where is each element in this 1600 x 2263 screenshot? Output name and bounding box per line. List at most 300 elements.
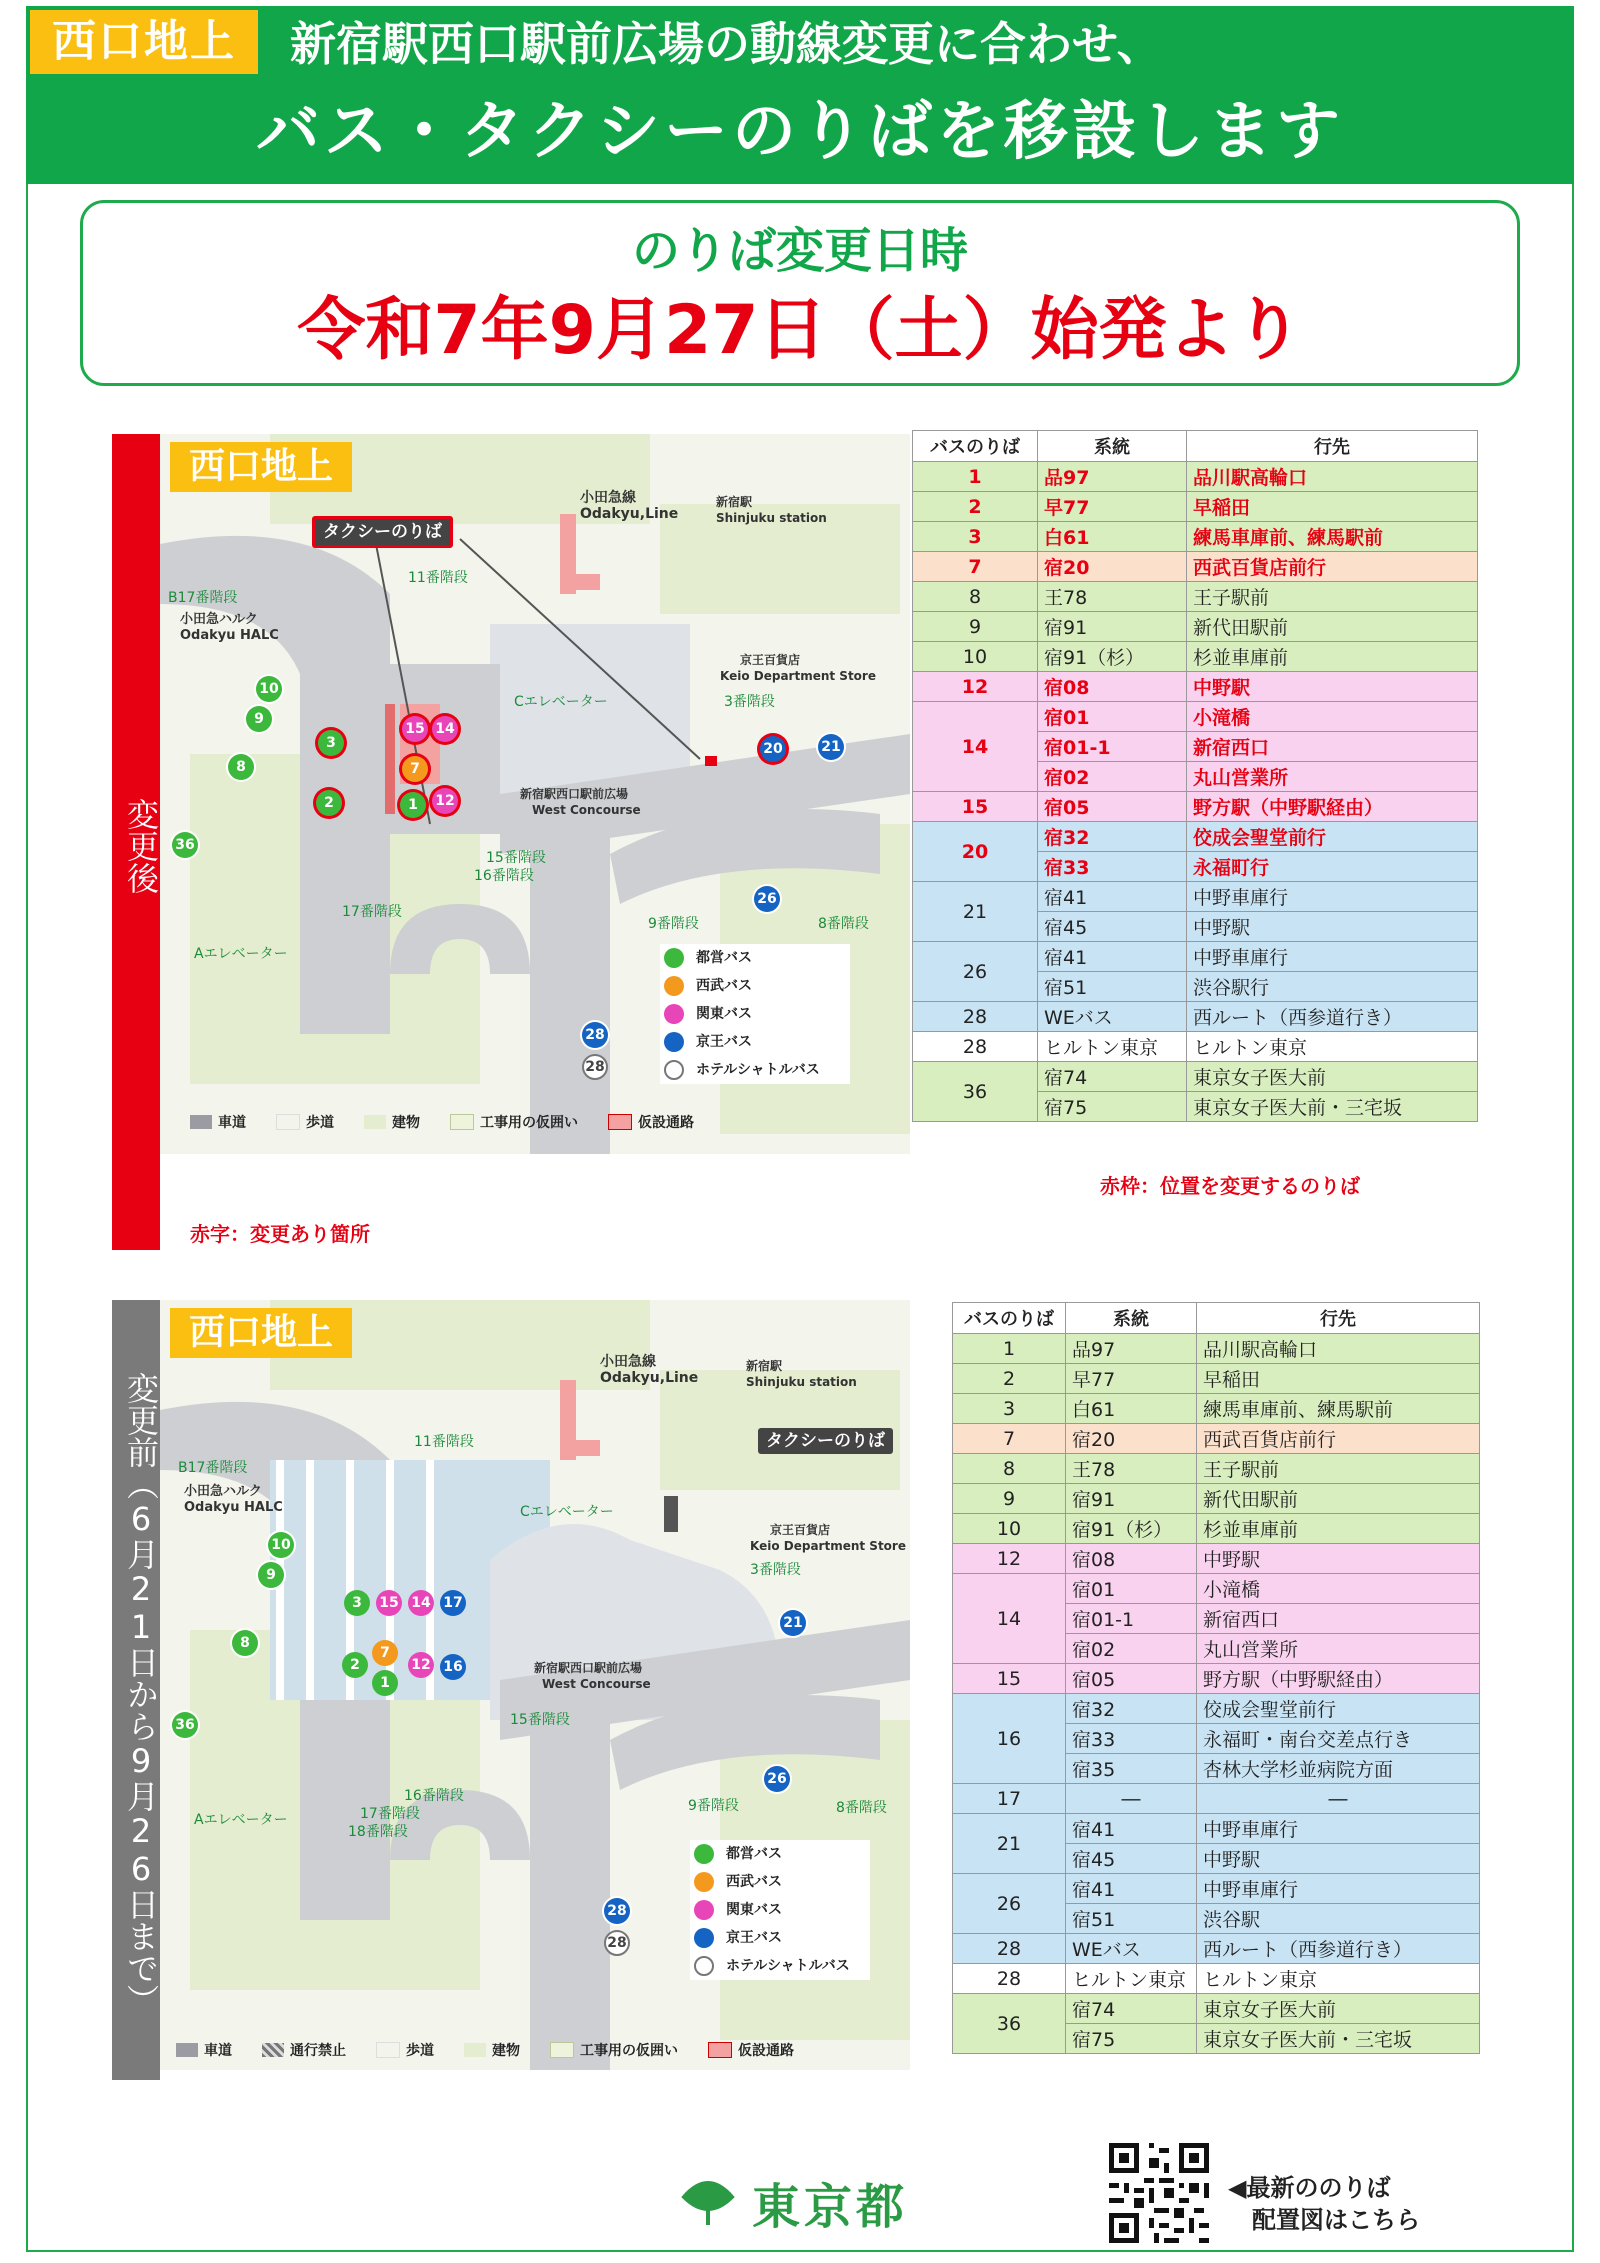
- change-date-box: [80, 200, 1520, 386]
- route-cell: 宿05: [1038, 792, 1187, 822]
- stop-number-cell: 28: [913, 1002, 1038, 1032]
- table-row: [953, 1484, 1480, 1514]
- tokyo-logo: [680, 2168, 908, 2237]
- stop-number-cell: 15: [953, 1664, 1066, 1694]
- destination-cell: 中野駅: [1197, 1544, 1480, 1574]
- before-odakyu-line-jp: 小田急線: [600, 1354, 656, 1370]
- before-stop-36: 36: [172, 1712, 198, 1738]
- table-row: [953, 1364, 1480, 1394]
- before-stairs-15: 15番階段: [510, 1712, 570, 1728]
- col-stop: バスのりば: [953, 1303, 1066, 1334]
- destination-cell: 西ルート（西参道行き）: [1187, 1002, 1478, 1032]
- route-cell: ヒルトン東京: [1038, 1032, 1187, 1062]
- route-cell: 宿45: [1066, 1844, 1197, 1874]
- key-construction: 工事用の仮囲い: [450, 1112, 578, 1132]
- after-stop-2: 2: [316, 790, 342, 816]
- destination-cell: 小滝橋: [1187, 702, 1478, 732]
- destination-cell: 中野車庫行: [1197, 1874, 1480, 1904]
- destination-cell: 品川駅高輪口: [1187, 462, 1478, 492]
- table-row: [953, 1994, 1480, 2024]
- destination-cell: ヒルトン東京: [1187, 1032, 1478, 1062]
- after-odakyu-line-en: Odakyu,Line: [580, 506, 679, 522]
- destination-cell: 新宿西口: [1187, 732, 1478, 762]
- destination-cell: 王子駅前: [1197, 1454, 1480, 1484]
- after-elevator-a: Aエレベーター: [194, 946, 288, 962]
- table-row: [913, 582, 1478, 612]
- route-cell: 宿91（杉）: [1038, 642, 1187, 672]
- route-cell: 宿51: [1038, 972, 1187, 1002]
- table-row: [913, 822, 1478, 852]
- destination-cell: 杏林大学杉並病院方面: [1197, 1754, 1480, 1784]
- route-cell: 王78: [1038, 582, 1187, 612]
- route-cell: 宿41: [1038, 942, 1187, 972]
- legend-dot-seibu: [664, 976, 684, 996]
- legend-item: 京王バス: [690, 1924, 870, 1952]
- route-cell: WEバス: [1066, 1934, 1197, 1964]
- route-cell: 宿74: [1066, 1994, 1197, 2024]
- key-no-entry: 通行禁止: [262, 2040, 346, 2060]
- before-stop-28-we: 28: [604, 1898, 630, 1924]
- after-side-label: 変更後: [112, 434, 160, 1250]
- legend-dot-shuttle: [694, 1956, 714, 1976]
- stop-number-cell: 26: [953, 1874, 1066, 1934]
- route-cell: 宿33: [1038, 852, 1187, 882]
- after-table-header: [913, 431, 1478, 462]
- after-legend: [660, 944, 850, 1084]
- after-taxi-label: タクシーのりば: [312, 516, 453, 548]
- before-halc-jp: 小田急ハルク: [184, 1484, 262, 1499]
- destination-cell: 中野車庫行: [1187, 942, 1478, 972]
- destination-cell: ヒルトン東京: [1197, 1964, 1480, 1994]
- destination-cell: 西武百貨店前行: [1197, 1424, 1480, 1454]
- stop-number-cell: 10: [913, 642, 1038, 672]
- after-stop-7: 7: [402, 756, 428, 782]
- after-stairs-9: 9番階段: [648, 916, 699, 932]
- before-stop-10: 10: [268, 1532, 294, 1558]
- destination-cell: 新宿西口: [1197, 1604, 1480, 1634]
- destination-cell: 西武百貨店前行: [1187, 552, 1478, 582]
- legend-item: 都営バス: [660, 944, 850, 972]
- destination-cell: 永福町・南台交差点行き: [1197, 1724, 1480, 1754]
- route-cell: 品97: [1066, 1334, 1197, 1364]
- before-stop-7: 7: [372, 1640, 398, 1666]
- col-route: 系統: [1066, 1303, 1197, 1334]
- route-cell: 宿33: [1066, 1724, 1197, 1754]
- before-stairs-18: 18番階段: [348, 1824, 408, 1840]
- table-row: [913, 792, 1478, 822]
- destination-cell: 中野車庫行: [1197, 1814, 1480, 1844]
- after-stop-26: 26: [754, 886, 780, 912]
- destination-cell: 品川駅高輪口: [1197, 1334, 1480, 1364]
- route-cell: 宿91: [1038, 612, 1187, 642]
- route-cell: 宿01-1: [1038, 732, 1187, 762]
- key-road: 車道: [176, 2040, 232, 2060]
- table-row: [953, 1694, 1480, 1724]
- table-row: [953, 1814, 1480, 1844]
- route-cell: WEバス: [1038, 1002, 1187, 1032]
- col-stop: バスのりば: [913, 431, 1038, 462]
- key-building: 建物: [364, 1112, 420, 1132]
- table-row: [913, 1002, 1478, 1032]
- header-title-line2: バス・タクシーのりばを移設します: [256, 95, 1344, 169]
- after-stop-12: 12: [432, 788, 458, 814]
- route-cell: ―: [1066, 1784, 1197, 1814]
- stop-number-cell: 2: [953, 1364, 1066, 1394]
- after-stop-15: 15: [402, 716, 428, 742]
- before-elevator-c: Cエレベーター: [520, 1504, 614, 1520]
- note-red-frame: 赤字：変更あり箇所: [190, 1222, 370, 1246]
- before-concourse-en: West Concourse: [542, 1677, 651, 1691]
- legend-item: ホテルシャトルバス: [690, 1952, 870, 1980]
- before-stop-12: 12: [408, 1652, 434, 1678]
- stop-number-cell: 1: [913, 462, 1038, 492]
- stop-number-cell: 8: [913, 582, 1038, 612]
- table-row: [953, 1334, 1480, 1364]
- destination-cell: 王子駅前: [1187, 582, 1478, 612]
- before-taxi-label: タクシーのりば: [758, 1428, 893, 1454]
- destination-cell: ―: [1197, 1784, 1480, 1814]
- route-cell: 宿32: [1038, 822, 1187, 852]
- route-cell: 宿32: [1066, 1694, 1197, 1724]
- before-stop-9: 9: [258, 1562, 284, 1588]
- route-cell: 王78: [1066, 1454, 1197, 1484]
- qr-label-line2: 配置図はこちら: [1252, 2206, 1420, 2234]
- destination-cell: 杉並車庫前: [1197, 1514, 1480, 1544]
- route-cell: 宿74: [1038, 1062, 1187, 1092]
- after-stop-14: 14: [432, 716, 458, 742]
- before-stop-21: 21: [780, 1610, 806, 1636]
- table-row: [913, 612, 1478, 642]
- before-route-table: [952, 1302, 1480, 2054]
- before-stop-14: 14: [408, 1590, 434, 1616]
- destination-cell: 渋谷駅: [1197, 1904, 1480, 1934]
- table-row: [953, 1784, 1480, 1814]
- after-stairs-3: 3番階段: [724, 694, 775, 710]
- after-stop-8: 8: [228, 754, 254, 780]
- route-cell: 宿01: [1038, 702, 1187, 732]
- before-stairs-16: 16番階段: [404, 1788, 464, 1804]
- stop-number-cell: 9: [913, 612, 1038, 642]
- key-sidewalk: 歩道: [376, 2040, 434, 2060]
- after-stairs-16: 16番階段: [474, 868, 534, 884]
- key-building: 建物: [464, 2040, 520, 2060]
- col-destination: 行先: [1187, 431, 1478, 462]
- table-row: [953, 1664, 1480, 1694]
- legend-dot-keio: [694, 1928, 714, 1948]
- qr-code-icon[interactable]: [1104, 2138, 1214, 2248]
- destination-cell: 渋谷駅行: [1187, 972, 1478, 1002]
- qr-label: [1228, 2172, 1420, 2236]
- table-row: [913, 552, 1478, 582]
- legend-dot-kanto: [664, 1004, 684, 1024]
- table-row: [953, 1424, 1480, 1454]
- before-stop-3: 3: [344, 1590, 370, 1616]
- destination-cell: 新代田駅前: [1187, 612, 1478, 642]
- before-stop-15: 15: [376, 1590, 402, 1616]
- route-cell: 宿20: [1038, 552, 1187, 582]
- legend-item: 京王バス: [660, 1028, 850, 1056]
- stop-number-cell: 36: [953, 1994, 1066, 2054]
- destination-cell: 東京女子医大前・三宅坂: [1187, 1092, 1478, 1122]
- stop-number-cell: 36: [913, 1062, 1038, 1122]
- destination-cell: 中野駅: [1187, 672, 1478, 702]
- table-row: [953, 1454, 1480, 1484]
- stop-number-cell: 7: [913, 552, 1038, 582]
- before-odakyu-line-en: Odakyu,Line: [600, 1370, 699, 1386]
- stop-number-cell: 3: [953, 1394, 1066, 1424]
- after-stop-3: 3: [318, 730, 344, 756]
- table-row: [953, 1544, 1480, 1574]
- route-cell: 宿91: [1066, 1484, 1197, 1514]
- destination-cell: 佼成会聖堂前行: [1187, 822, 1478, 852]
- stop-number-cell: 28: [913, 1032, 1038, 1062]
- destination-cell: 杉並車庫前: [1187, 642, 1478, 672]
- after-keio-en: Keio Department Store: [720, 669, 876, 683]
- before-stop-26: 26: [764, 1766, 790, 1792]
- stop-number-cell: 16: [953, 1694, 1066, 1784]
- note-red-text: 赤枠：位置を変更するのりば: [1100, 1174, 1360, 1198]
- before-stop-17: 17: [440, 1590, 466, 1616]
- table-row: [953, 1964, 1480, 1994]
- route-cell: 早77: [1066, 1364, 1197, 1394]
- before-stairs-17: 17番階段: [360, 1806, 420, 1822]
- stop-number-cell: 14: [913, 702, 1038, 792]
- before-side-label: 変更前（6月21日から9月26日まで）: [112, 1300, 160, 2080]
- after-stairs-15: 15番階段: [486, 850, 546, 866]
- after-map-key: [190, 1112, 716, 1132]
- legend-item: 関東バス: [660, 1000, 850, 1028]
- destination-cell: 東京女子医大前: [1187, 1062, 1478, 1092]
- stop-number-cell: 3: [913, 522, 1038, 552]
- before-stop-28-hilton: 28: [604, 1930, 630, 1956]
- stop-number-cell: 28: [953, 1934, 1066, 1964]
- before-map-key: [176, 2040, 816, 2060]
- destination-cell: 中野駅: [1197, 1844, 1480, 1874]
- table-row: [953, 1874, 1480, 1904]
- stop-number-cell: 12: [953, 1544, 1066, 1574]
- table-row: [913, 942, 1478, 972]
- destination-cell: 小滝橋: [1197, 1574, 1480, 1604]
- route-cell: 宿08: [1066, 1544, 1197, 1574]
- before-shinjuku-jp: 新宿駅: [746, 1359, 783, 1373]
- change-date-value: 令和7年9月27日（土）始発より: [297, 291, 1303, 370]
- route-cell: 宿75: [1066, 2024, 1197, 2054]
- table-row: [913, 462, 1478, 492]
- after-concourse-jp: 新宿駅西口駅前広場: [520, 787, 629, 801]
- after-route-table: [912, 430, 1478, 1122]
- after-elevator-c: Cエレベーター: [514, 694, 608, 710]
- table-row: [953, 1934, 1480, 1964]
- route-cell: 宿01-1: [1066, 1604, 1197, 1634]
- route-cell: 宿91（杉）: [1066, 1514, 1197, 1544]
- destination-cell: 西ルート（西参道行き）: [1197, 1934, 1480, 1964]
- after-stairs-b17: B17番階段: [168, 590, 238, 606]
- legend-item: 西武バス: [660, 972, 850, 1000]
- after-shinjuku-en: Shinjuku station: [716, 511, 827, 525]
- after-stairs-17: 17番階段: [342, 904, 402, 920]
- before-elevator-a: Aエレベーター: [194, 1812, 288, 1828]
- route-cell: 品97: [1038, 462, 1187, 492]
- destination-cell: 新代田駅前: [1197, 1484, 1480, 1514]
- stop-number-cell: 21: [953, 1814, 1066, 1874]
- route-cell: 宿41: [1038, 882, 1187, 912]
- header-title-line1: 新宿駅西口駅前広場の動線変更に合わせ、: [290, 17, 1163, 71]
- after-stairs-8: 8番階段: [818, 916, 869, 932]
- stop-number-cell: 9: [953, 1484, 1066, 1514]
- route-cell: 宿20: [1066, 1424, 1197, 1454]
- stop-number-cell: 10: [953, 1514, 1066, 1544]
- legend-dot-shuttle: [664, 1060, 684, 1080]
- stop-number-cell: 1: [953, 1334, 1066, 1364]
- route-cell: 白61: [1038, 522, 1187, 552]
- qr-label-line1: ◀最新ののりば: [1228, 2174, 1391, 2202]
- legend-dot-keio: [664, 1032, 684, 1052]
- route-cell: 宿35: [1066, 1754, 1197, 1784]
- after-stop-36: 36: [172, 832, 198, 858]
- table-row: [953, 1394, 1480, 1424]
- after-stop-28-we: 28: [582, 1022, 608, 1048]
- route-cell: 早77: [1038, 492, 1187, 522]
- before-map: [160, 1300, 910, 2070]
- table-row: [953, 1514, 1480, 1544]
- legend-item: ホテルシャトルバス: [660, 1056, 850, 1084]
- destination-cell: 中野駅: [1187, 912, 1478, 942]
- after-shinjuku-jp: 新宿駅: [716, 495, 753, 509]
- before-keio-jp: 京王百貨店: [770, 1523, 831, 1537]
- before-stop-2: 2: [342, 1652, 368, 1678]
- table-row: [913, 492, 1478, 522]
- destination-cell: 早稲田: [1197, 1364, 1480, 1394]
- after-halc-en: Odakyu HALC: [180, 628, 279, 643]
- before-stairs-11: 11番階段: [414, 1434, 474, 1450]
- route-cell: 宿41: [1066, 1814, 1197, 1844]
- qr-code-pattern: [1104, 2138, 1214, 2248]
- route-cell: 宿45: [1038, 912, 1187, 942]
- before-stairs-3: 3番階段: [750, 1562, 801, 1578]
- destination-cell: 佼成会聖堂前行: [1197, 1694, 1480, 1724]
- after-concourse-en: West Concourse: [532, 803, 641, 817]
- before-stop-16: 16: [440, 1654, 466, 1680]
- table-row: [953, 1574, 1480, 1604]
- destination-cell: 中野車庫行: [1187, 882, 1478, 912]
- table-row: [913, 702, 1478, 732]
- key-road: 車道: [190, 1112, 246, 1132]
- table-row: [913, 1032, 1478, 1062]
- before-stairs-b17: B17番階段: [178, 1460, 248, 1476]
- after-stop-20: 20: [760, 736, 786, 762]
- stop-number-cell: 21: [913, 882, 1038, 942]
- before-table-header: [953, 1303, 1480, 1334]
- destination-cell: 練馬車庫前、練馬駅前: [1187, 522, 1478, 552]
- stop-number-cell: 17: [953, 1784, 1066, 1814]
- before-stop-1: 1: [372, 1670, 398, 1696]
- stop-number-cell: 20: [913, 822, 1038, 882]
- before-stairs-8: 8番階段: [836, 1800, 887, 1816]
- stop-number-cell: 14: [953, 1574, 1066, 1664]
- header-tag: 西口地上: [30, 10, 258, 74]
- destination-cell: 東京女子医大前: [1197, 1994, 1480, 2024]
- after-keio-jp: 京王百貨店: [740, 653, 801, 667]
- route-cell: 宿51: [1066, 1904, 1197, 1934]
- before-legend: [690, 1840, 870, 1980]
- after-halc-jp: 小田急ハルク: [180, 612, 258, 627]
- after-map: [160, 434, 910, 1154]
- legend-item: 都営バス: [690, 1840, 870, 1868]
- legend-dot-kanto: [694, 1900, 714, 1920]
- table-row: [913, 882, 1478, 912]
- stop-number-cell: 2: [913, 492, 1038, 522]
- col-destination: 行先: [1197, 1303, 1480, 1334]
- legend-dot-seibu: [694, 1872, 714, 1892]
- before-stairs-9: 9番階段: [688, 1798, 739, 1814]
- legend-dot-toei: [664, 948, 684, 968]
- after-stairs-11: 11番階段: [408, 570, 468, 586]
- destination-cell: 野方駅（中野駅経由）: [1187, 792, 1478, 822]
- before-keio-en: Keio Department Store: [750, 1539, 906, 1553]
- legend-item: 西武バス: [690, 1868, 870, 1896]
- stop-number-cell: 7: [953, 1424, 1066, 1454]
- key-sidewalk: 歩道: [276, 1112, 334, 1132]
- change-date-label: のりば変更日時: [631, 223, 968, 279]
- after-stop-9: 9: [246, 706, 272, 732]
- destination-cell: 早稲田: [1187, 492, 1478, 522]
- legend-dot-toei: [694, 1844, 714, 1864]
- destination-cell: 練馬車庫前、練馬駅前: [1197, 1394, 1480, 1424]
- route-cell: 宿05: [1066, 1664, 1197, 1694]
- table-row: [913, 522, 1478, 552]
- destination-cell: 永福町行: [1187, 852, 1478, 882]
- before-map-tag: 西口地上: [170, 1308, 352, 1358]
- ginkgo-leaf-icon: [680, 2175, 736, 2231]
- tokyo-logo-text: 東京都: [752, 2179, 909, 2235]
- route-cell: ヒルトン東京: [1066, 1964, 1197, 1994]
- before-halc-en: Odakyu HALC: [184, 1500, 283, 1515]
- route-cell: 白61: [1066, 1394, 1197, 1424]
- after-stop-28-hilton: 28: [582, 1054, 608, 1080]
- stop-number-cell: 8: [953, 1454, 1066, 1484]
- destination-cell: 丸山営業所: [1187, 762, 1478, 792]
- stop-number-cell: 26: [913, 942, 1038, 1002]
- route-cell: 宿02: [1066, 1634, 1197, 1664]
- before-stop-8: 8: [232, 1630, 258, 1656]
- stop-number-cell: 15: [913, 792, 1038, 822]
- after-map-tag: 西口地上: [170, 442, 352, 492]
- before-shinjuku-en: Shinjuku station: [746, 1375, 857, 1389]
- destination-cell: 丸山営業所: [1197, 1634, 1480, 1664]
- route-cell: 宿01: [1066, 1574, 1197, 1604]
- stop-number-cell: 12: [913, 672, 1038, 702]
- route-cell: 宿02: [1038, 762, 1187, 792]
- after-odakyu-line-jp: 小田急線: [580, 490, 636, 506]
- table-row: [913, 1062, 1478, 1092]
- destination-cell: 東京女子医大前・三宅坂: [1197, 2024, 1480, 2054]
- route-cell: 宿75: [1038, 1092, 1187, 1122]
- key-construction: 工事用の仮囲い: [550, 2040, 678, 2060]
- legend-item: 関東バス: [690, 1896, 870, 1924]
- route-cell: 宿08: [1038, 672, 1187, 702]
- before-concourse-jp: 新宿駅西口駅前広場: [534, 1661, 643, 1675]
- after-stop-10: 10: [256, 676, 282, 702]
- after-stop-1: 1: [400, 792, 426, 818]
- after-stop-21: 21: [818, 734, 844, 760]
- key-temporary-path: 仮設通路: [608, 1112, 694, 1132]
- route-cell: 宿41: [1066, 1874, 1197, 1904]
- destination-cell: 野方駅（中野駅経由）: [1197, 1664, 1480, 1694]
- col-route: 系統: [1038, 431, 1187, 462]
- stop-number-cell: 28: [953, 1964, 1066, 1994]
- table-row: [913, 642, 1478, 672]
- key-temporary-path: 仮設通路: [708, 2040, 794, 2060]
